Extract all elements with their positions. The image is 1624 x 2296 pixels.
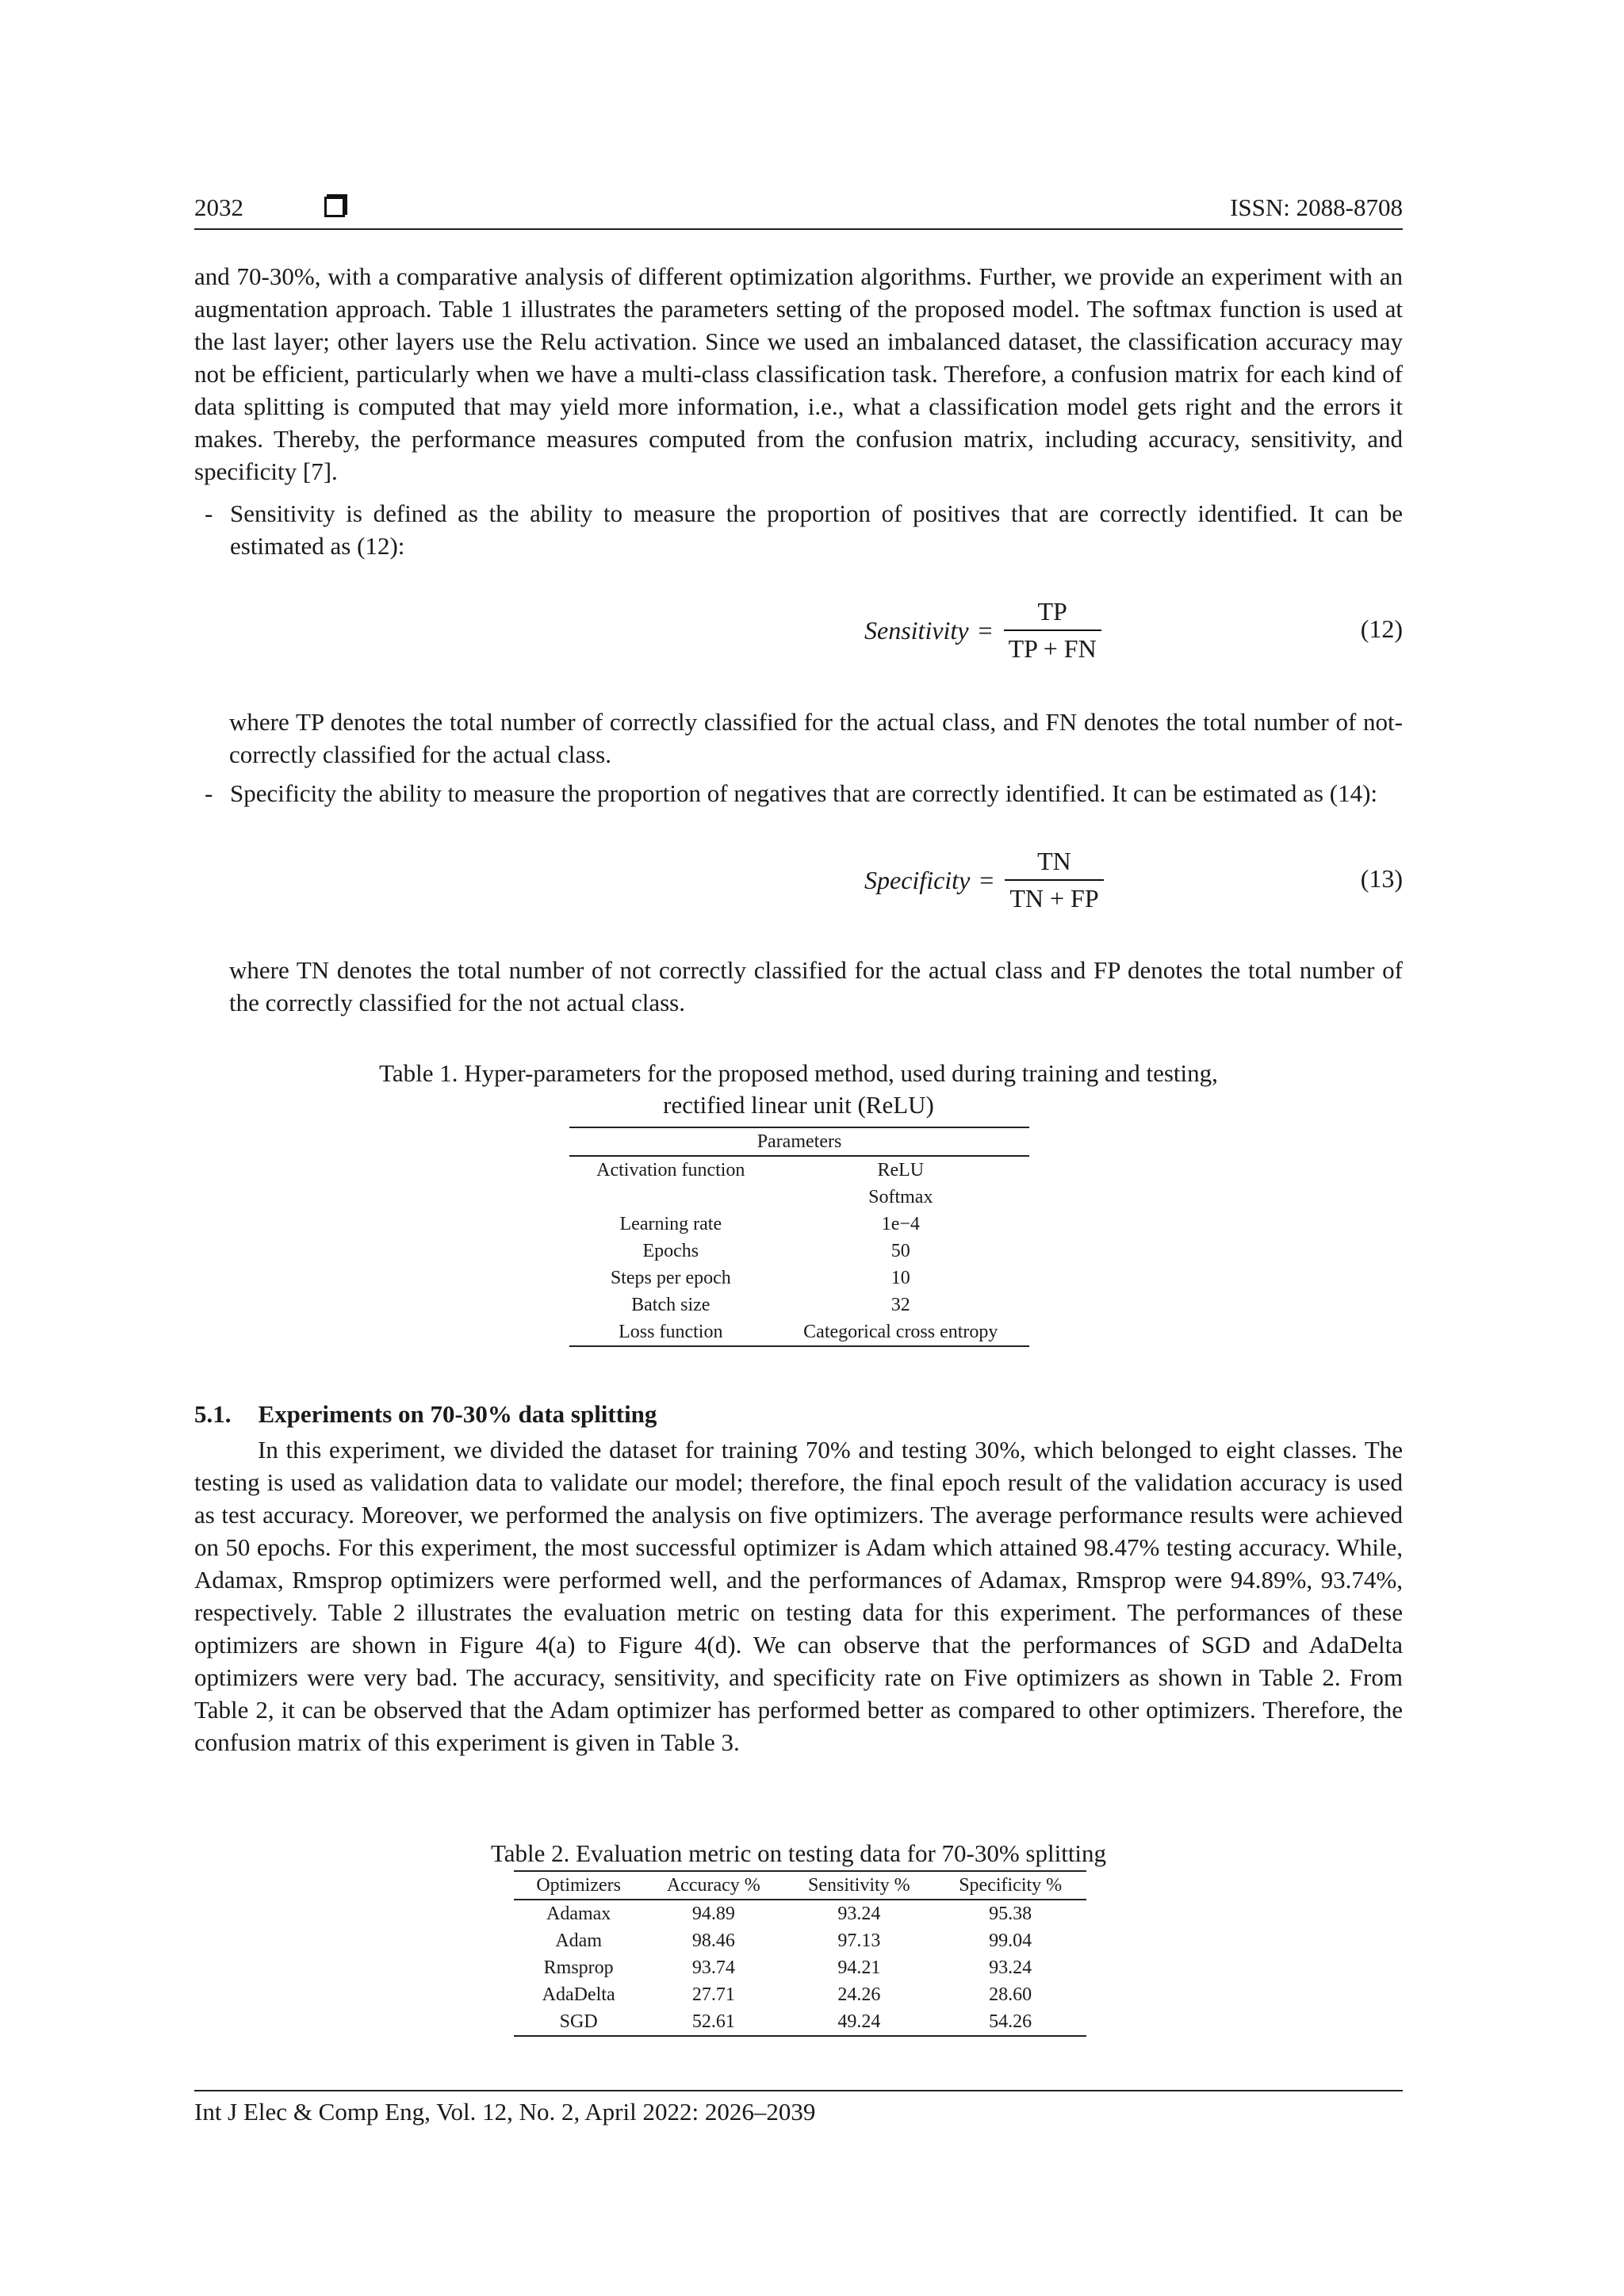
sensitivity-bullet xyxy=(205,497,1403,562)
bullet-dash: - xyxy=(205,499,213,527)
table-row xyxy=(514,2008,1086,2036)
table-cell: 52.61 xyxy=(691,2011,735,2032)
table1 xyxy=(569,1127,1029,1347)
footer-rule xyxy=(194,2090,1403,2091)
bullet-dash: - xyxy=(205,779,213,807)
specificity-bullet xyxy=(205,777,1403,809)
table-cell: Adamax xyxy=(546,1904,611,1924)
denominator: TN + FP xyxy=(1005,879,1103,913)
table-cell: 50 xyxy=(891,1241,910,1261)
table-cell: 97.13 xyxy=(837,1931,881,1951)
sensitivity-bullet-text: Sensitivity is defined as the ability to measure the proportion of positives that are correctly identified. It can be estimated as (12): xyxy=(230,499,1403,560)
table-cell: Learning rate xyxy=(619,1214,722,1234)
column-header: Sensitivity % xyxy=(808,1875,910,1896)
table-cell: SGD xyxy=(559,2011,598,2032)
table-row xyxy=(569,1211,1029,1238)
table-row xyxy=(514,1927,1086,1954)
section-title: Experiments on 70-30% data splitting xyxy=(258,1400,657,1428)
table-cell: 1e−4 xyxy=(881,1214,920,1234)
table1-caption-line1: Table 1. Hyper-parameters for the proposed method, used during training and testing, xyxy=(379,1059,1218,1087)
footer-citation: Int J Elec & Comp Eng, Vol. 12, No. 2, April 2022: 2026–2039 xyxy=(194,2098,816,2126)
section-paragraph: In this experiment, we divided the dataset for training 70% and testing 30%, which belonged to eight classes. The testing is used as validation data to validate our model; therefore, the final epoch result of the validation accuracy is used as test accuracy. Moreover, we performed the analysis on five optimizers. The average performance results were achieved on 50 epochs. For this experiment, the most successful optimizer is Adam which attained 98.47% testing accuracy. While, Adamax, Rmsprop optimizers were performed well, and the performances of Adamax, Rmsprop were 94.89%, 93.74%, respectively. Table 2 illustrates the evaluation metric on testing data for this experiment. The performances of these optimizers are shown in Figure 4(a) to Figure 4(d). We can observe that the performances of SGD and AdaDelta optimizers were very bad. The accuracy, sensitivity, and specificity rate on Five optimizers as shown in Table 2. From Table 2, it can be observed that the Adam optimizer has performed better as compared to other optimizers. Therefore, the confusion matrix of this experiment is given in Table 3. xyxy=(194,1436,1403,1756)
table-cell: 27.71 xyxy=(691,1984,735,2005)
table-cell: 93.74 xyxy=(691,1957,735,1978)
equals-sign: = xyxy=(979,865,994,894)
table-cell: 10 xyxy=(891,1268,910,1288)
fraction xyxy=(1005,847,1103,913)
equation-lhs: Sensitivity xyxy=(864,615,969,645)
equals-sign: = xyxy=(978,615,993,645)
specificity-bullet-text: Specificity the ability to measure the proportion of negatives that are correctly identified. It can be estimated as (14): xyxy=(230,779,1378,807)
table1-caption xyxy=(194,1058,1403,1121)
equation-specificity xyxy=(194,840,1403,920)
section-number: 5.1. xyxy=(194,1400,232,1428)
table-cell: Categorical cross entropy xyxy=(803,1322,998,1342)
running-header xyxy=(194,193,1403,230)
table-row xyxy=(569,1238,1029,1265)
table-cell: 28.60 xyxy=(989,1984,1032,2005)
numerator: TN xyxy=(1037,847,1071,875)
page-number: 2032 xyxy=(194,193,243,221)
table-cell: 94.21 xyxy=(837,1957,881,1978)
table-row xyxy=(569,1184,1029,1211)
table-row xyxy=(514,1981,1086,2008)
table-row xyxy=(569,1265,1029,1292)
table-header-row xyxy=(569,1127,1029,1156)
table-cell: 49.24 xyxy=(837,2011,881,2032)
table-cell: Rmsprop xyxy=(543,1957,614,1978)
table-cell: 93.24 xyxy=(989,1957,1032,1978)
table-cell: 94.89 xyxy=(691,1904,735,1924)
table-cell: 32 xyxy=(891,1295,910,1315)
table-cell: Batch size xyxy=(631,1295,710,1315)
table-row xyxy=(514,1900,1086,1927)
table-header: Parameters xyxy=(569,1127,1029,1156)
column-header: Specificity % xyxy=(959,1875,1063,1896)
table-row xyxy=(569,1292,1029,1318)
denominator: TP + FN xyxy=(1004,629,1101,664)
numerator: TP xyxy=(1037,597,1067,626)
equation-number: (13) xyxy=(1360,864,1403,893)
box-icon xyxy=(324,197,345,217)
table-row xyxy=(569,1156,1029,1184)
table-header-row xyxy=(514,1871,1086,1900)
column-header: Optimizers xyxy=(536,1875,621,1896)
equation-number: (12) xyxy=(1360,614,1403,643)
sensitivity-note: where TP denotes the total number of correctly classified for the actual class, and FN denotes the total number of not-correctly classified for the actual class. xyxy=(229,708,1403,768)
table-cell: Epochs xyxy=(642,1241,699,1261)
table-cell: Loss function xyxy=(619,1322,723,1342)
equation-sensitivity xyxy=(194,591,1403,670)
equation-lhs: Specificity xyxy=(864,865,971,894)
table-cell xyxy=(569,1184,772,1211)
table-cell: Steps per epoch xyxy=(610,1268,731,1288)
table-cell: 98.46 xyxy=(691,1931,735,1951)
table-cell: Adam xyxy=(555,1931,602,1951)
table-row xyxy=(514,1954,1086,1981)
table-cell: 95.38 xyxy=(989,1904,1032,1924)
table-cell: AdaDelta xyxy=(542,1984,615,2005)
table2 xyxy=(514,1870,1086,2037)
issn-label: ISSN: 2088-8708 xyxy=(1230,193,1403,221)
table-cell: 54.26 xyxy=(989,2011,1032,2032)
section-heading xyxy=(194,1400,657,1429)
table-cell: 99.04 xyxy=(989,1931,1032,1951)
table-cell: 93.24 xyxy=(837,1904,881,1924)
table-cell: Activation function xyxy=(596,1160,745,1181)
table-row xyxy=(569,1318,1029,1346)
table-cell: ReLU xyxy=(877,1160,925,1181)
fraction xyxy=(1004,597,1101,664)
table1-caption-line2: rectified linear unit (ReLU) xyxy=(663,1091,934,1119)
table2-caption: Table 2. Evaluation metric on testing data for 70-30% splitting xyxy=(490,1839,1107,1867)
table-cell: Softmax xyxy=(868,1187,933,1207)
column-header: Accuracy % xyxy=(666,1875,760,1896)
specificity-note: where TN denotes the total number of not correctly classified for the actual class and FP denotes the total number of the correctly classified for the not actual class. xyxy=(229,956,1403,1016)
table-cell: 24.26 xyxy=(837,1984,881,2005)
intro-paragraph: and 70-30%, with a comparative analysis of different optimization algorithms. Further, we provide an experiment with an augmentation approach. Table 1 illustrates the parameters setting of the proposed model. The softmax function is used at the last layer; other layers use the Relu activation. Since we used an imbalanced dataset, the classification accuracy may not be efficient, particularly when we have a multi-class classification task. Therefore, a confusion matrix for each kind of data splitting is computed that may yield more information, i.e., what a classification model gets right and the errors it makes. Thereby, the performance measures computed from the confusion matrix, including accuracy, sensitivity, and specificity [7]. xyxy=(194,262,1403,485)
